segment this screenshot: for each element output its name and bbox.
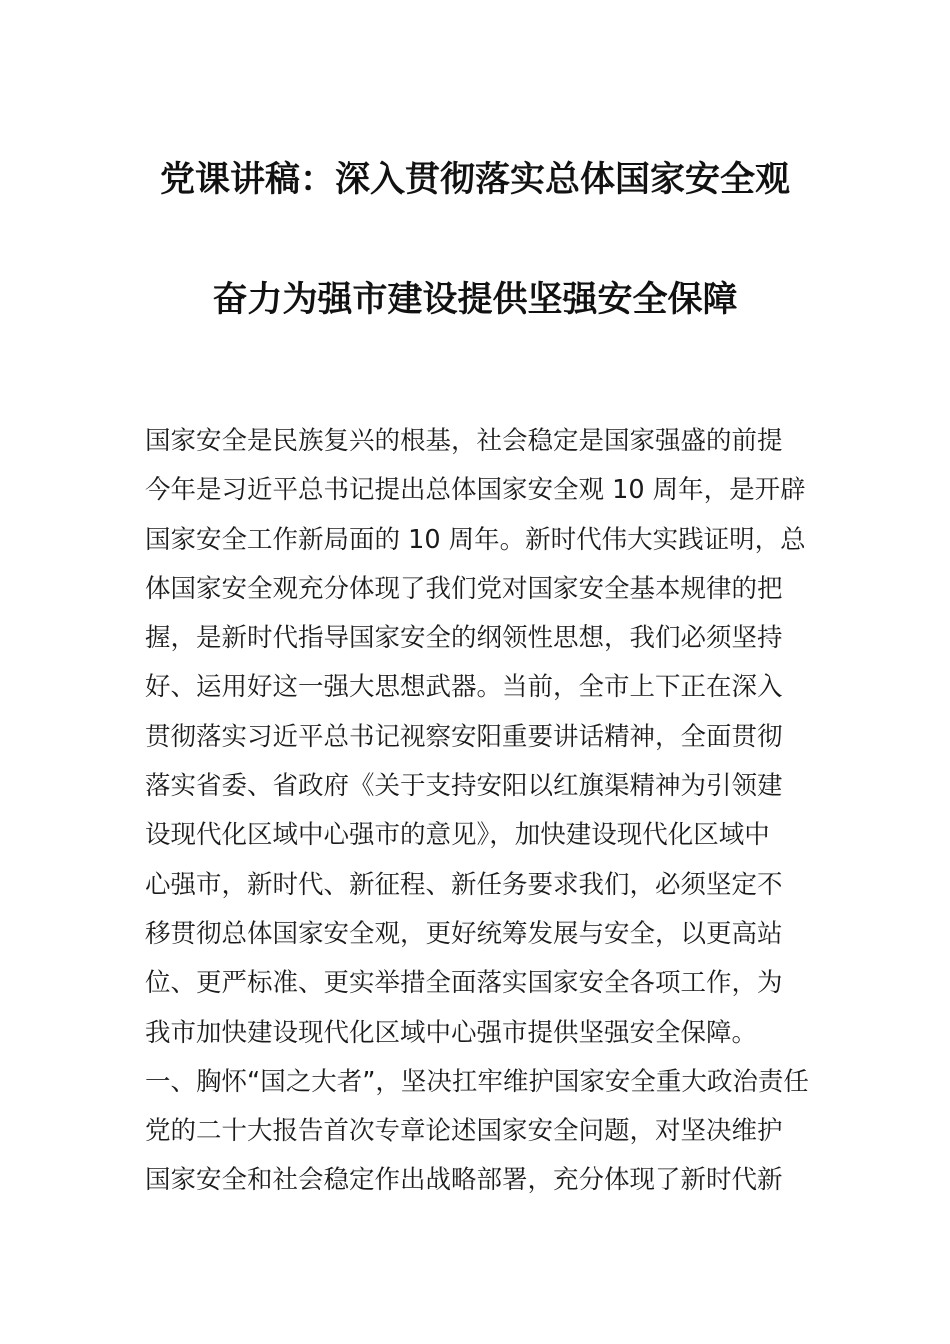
body-line: 今年是习近平总书记提出总体国家安全观 10 周年，是开辟	[145, 475, 806, 506]
document-title-line-1: 党课讲稿：深入贯彻落实总体国家安全观	[159, 160, 790, 200]
body-line: 移贯彻总体国家安全观，更好统筹发展与安全，以更高站	[145, 918, 783, 949]
body-line: 党的二十大报告首次专章论述国家安全问题，对坚决维护	[145, 1116, 783, 1147]
body-line: 设现代化区域中心强市的意见》，加快建设现代化区域中	[145, 820, 770, 851]
body-line: 位、更严标准、更实举措全面落实国家安全各项工作，为	[145, 968, 783, 999]
body-line: 握，是新时代指导国家安全的纲领性思想，我们必须坚持	[145, 623, 783, 654]
section-heading: 一、胸怀“国之大者”，坚决扛牢维护国家安全重大政治责任	[145, 1066, 809, 1097]
body-line: 国家安全工作新局面的 10 周年。新时代伟大实践证明，总	[145, 524, 806, 555]
body-line: 贯彻落实习近平总书记视察安阳重要讲话精神，全面贯彻	[145, 721, 783, 752]
body-line: 国家安全是民族复兴的根基，社会稳定是国家强盛的前提	[145, 426, 783, 456]
body-line: 好、运用好这一强大思想武器。当前，全市上下正在深入	[145, 672, 783, 703]
body-line: 心强市，新时代、新征程、新任务要求我们，必须坚定不	[145, 869, 783, 900]
body-line: 落实省委、省政府《关于支持安阳以红旗渠精神为引领建	[145, 771, 783, 802]
document-body	[145, 417, 810, 1206]
body-line: 体国家安全观充分体现了我们党对国家安全基本规律的把	[145, 573, 783, 604]
document-title-line-2: 奋力为强市建设提供坚强安全保障	[212, 280, 738, 320]
body-line: 我市加快建设现代化区域中心强市提供坚强安全保障。	[145, 1017, 758, 1048]
body-line: 国家安全和社会稳定作出战略部署，充分体现了新时代新	[145, 1165, 783, 1196]
